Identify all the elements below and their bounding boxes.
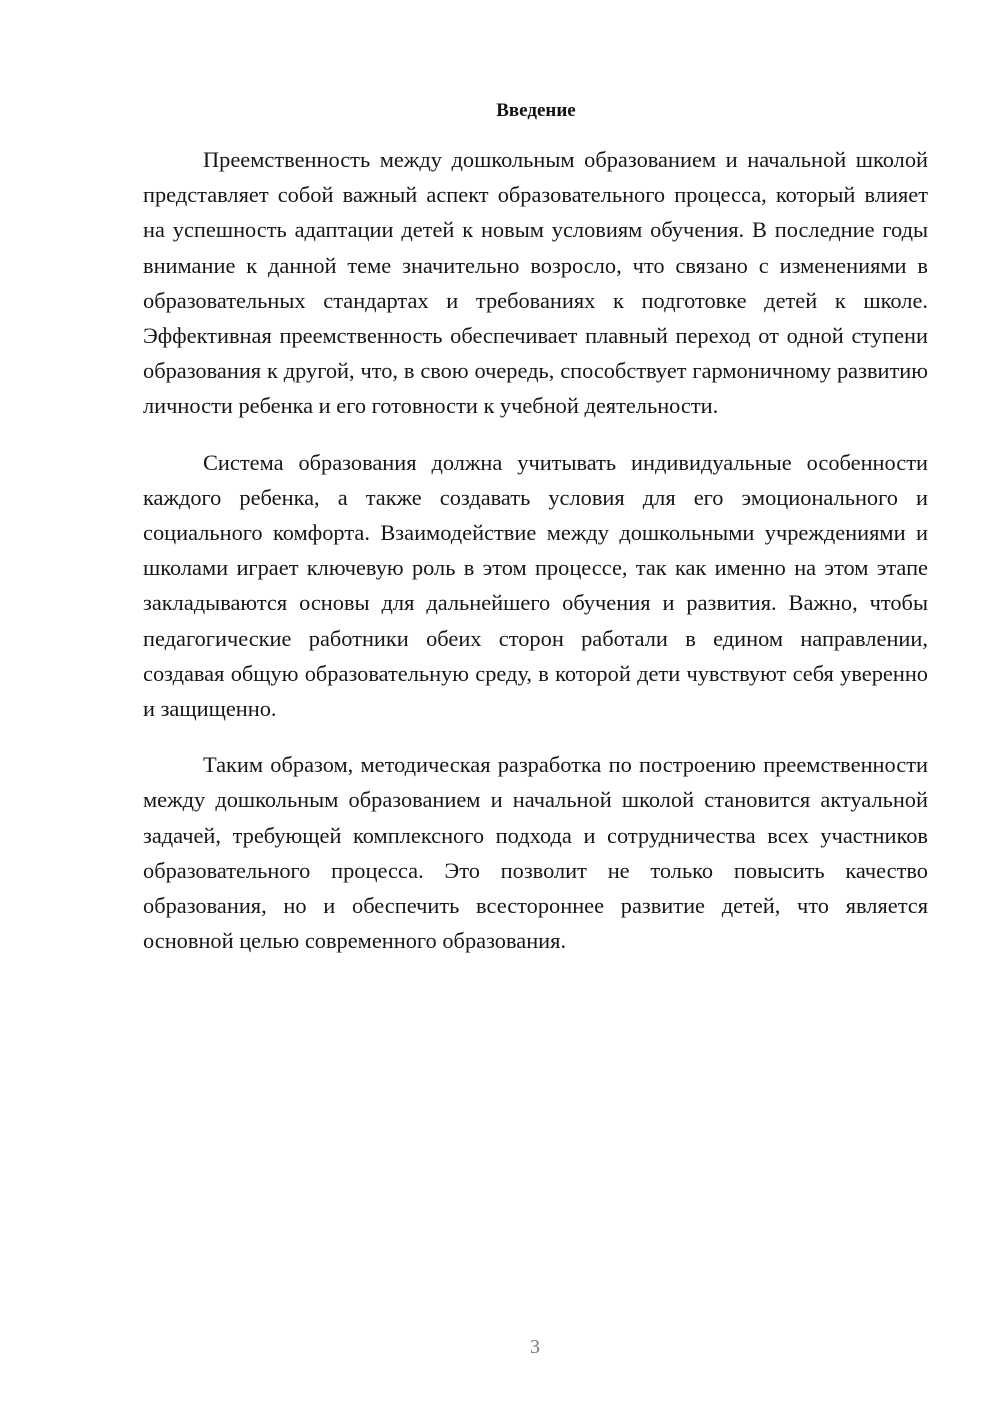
body-text <box>143 142 928 979</box>
paragraph-2: Система образования должна учитывать индивидуальные особенности каждого ребенка, а также создавать условия для его эмоционального и социального комфорта. Взаимодействие между дошкольными учреждениями и школами играет ключевую роль в этом процессе, так как именно на этом этапе закладываются основы для дальнейшего обучения и развития. Важно, чтобы педагогические работники обеих сторон работали в едином направлении, создавая общую образовательную среду, в которой дети чувствуют себя уверенно и защищенно. <box>143 449 928 722</box>
page-heading: Введение <box>496 100 576 121</box>
paragraph-1: Преемственность между дошкольным образованием и начальной школой представляет собой важный аспект образовательного процесса, который влияет на успешность адаптации детей к новым условиям обучения. В последние годы внимание к данной теме значительно возросло, что связано с изменениями в образовательных стандартах и требованиях к подготовке детей к школе. Эффективная преемственность обеспечивает плавный переход от одной ступени образования к другой, что, в свою очередь, способствует гармоничному развитию личности ребенка и его готовности к учебной деятельности. <box>143 147 928 419</box>
page-number: 3 <box>530 1336 540 1358</box>
paragraph-3: Таким образом, методическая разработка по построению преемственности между дошкольным образованием и начальной школой становится актуальной задачей, требующей комплексного подхода и сотрудничества всех участников образовательного процесса. Это позволит не только повысить качество образования, но и обеспечить всестороннее развитие детей, что является основной целью современного образования. <box>143 752 928 954</box>
